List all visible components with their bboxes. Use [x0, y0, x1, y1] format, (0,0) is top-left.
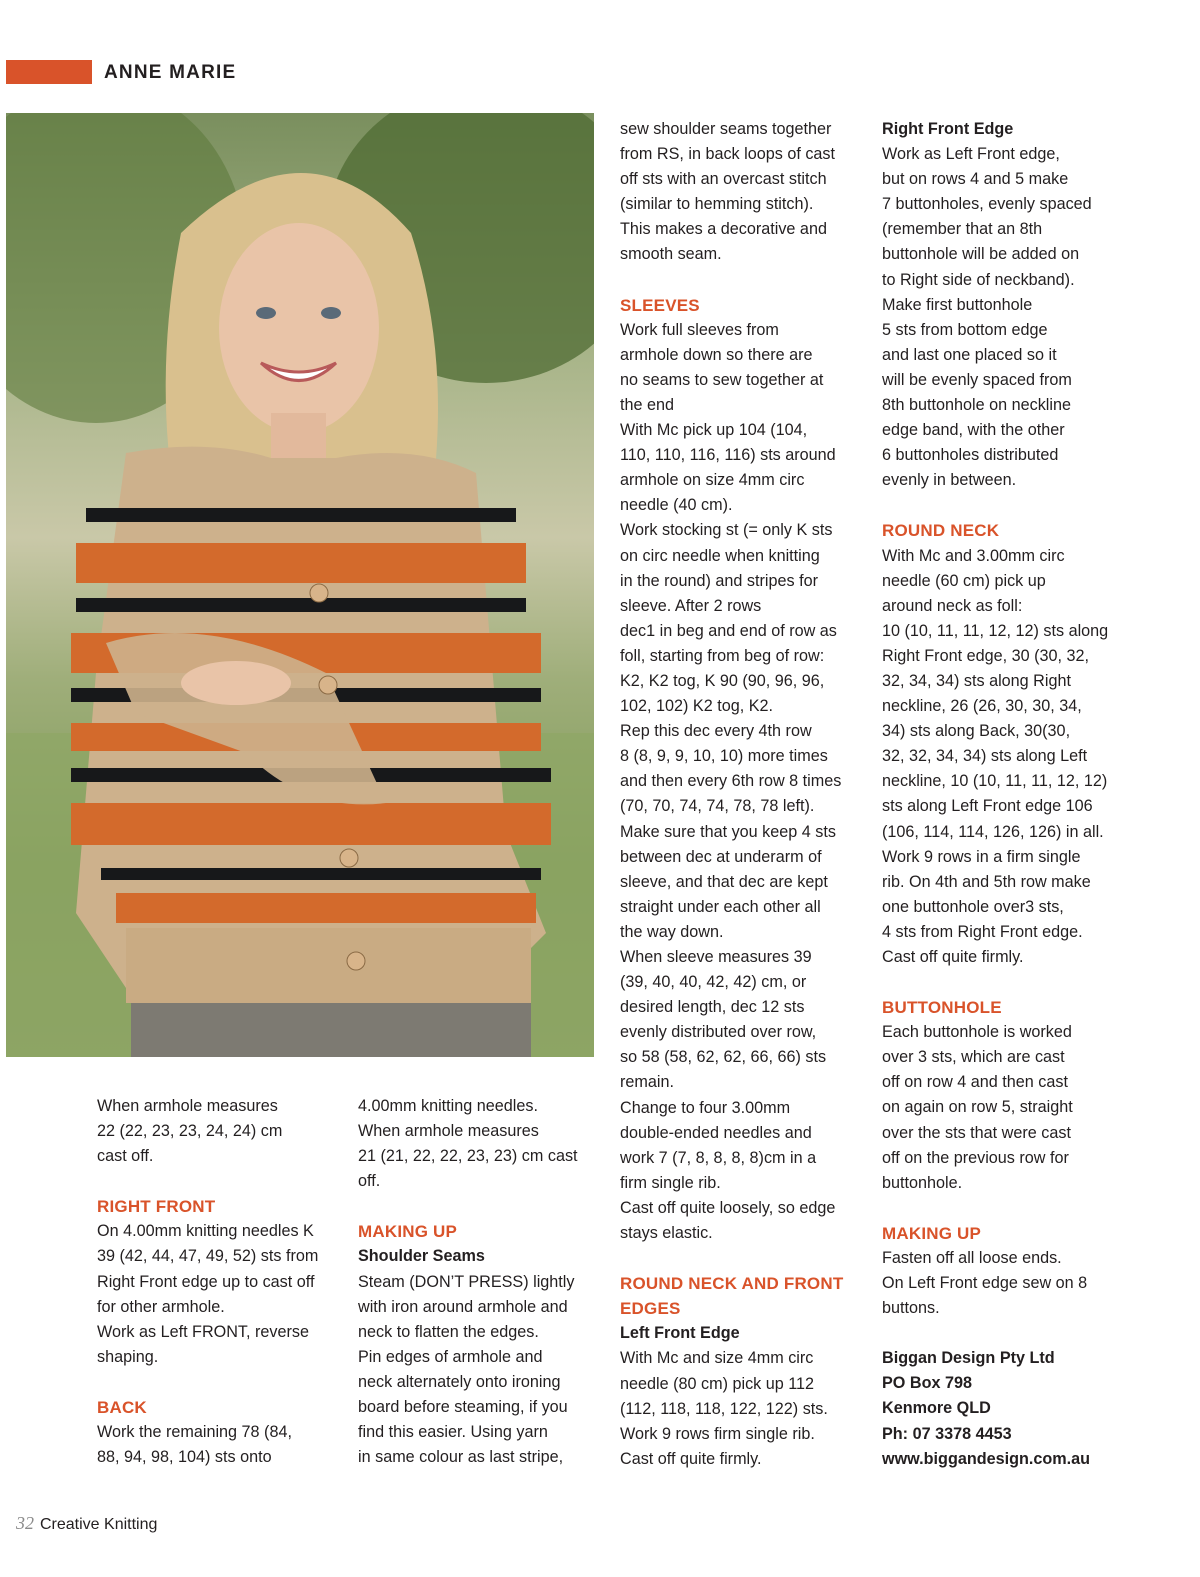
page-footer — [16, 1512, 157, 1536]
right-front-edge-paragraph: Work as Left Front edge, but on rows 4 and 5 make 7 buttonholes, evenly spaced (remember that an 8th buttonhole will be added on to Right side of neckband). Make first buttonhole 5 sts from bottom edge and last one placed so it will be evenly spaced from 8th buttonhole on neckline edge band, with the other 6 buttonholes distributed evenly in between. — [882, 145, 1092, 490]
needles-paragraph: 4.00mm knitting needles. When armhole measures 21 (21, 22, 22, 23, 23) cm cast off. — [358, 1097, 578, 1191]
photo-model-in-striped-cardigan-illustration — [6, 113, 594, 1057]
heading-buttonhole: BUTTONHOLE — [882, 998, 1002, 1018]
heading-round-neck-front-edges: ROUND NECK AND FRONT EDGES — [620, 1274, 844, 1319]
subheading-shoulder-seams: Shoulder Seams — [358, 1247, 485, 1266]
heading-right-front: RIGHT FRONT — [97, 1197, 216, 1217]
right-front-paragraph: On 4.00mm knitting needles K 39 (42, 44, 47, 49, 52) sts from Right Front edge up to cast off for other armhole. Work as Left FRONT, reverse shaping. — [97, 1222, 319, 1366]
seam-paragraph: sew shoulder seams together from RS, in back loops of cast off sts with an overcast stitch (similar to hemming stitch). This makes a decorative and smooth seam. — [620, 120, 836, 264]
text-column-1 — [97, 1094, 347, 1470]
text-column-2 — [358, 1094, 603, 1470]
left-front-edge-paragraph: With Mc and size 4mm circ needle (80 cm) pick up 112 (112, 118, 118, 122, 122) sts. Work 9 rows firm single rib. Cast off quite firmly. — [620, 1349, 828, 1468]
making-up-paragraph: Fasten off all loose ends. On Left Front edge sew on 8 buttons. — [882, 1248, 1088, 1318]
round-neck-paragraph: With Mc and 3.00mm circ needle (60 cm) pick up around neck as foll: 10 (10, 11, 11, 12, 12) sts along Right Front edge, 30 (30, 32, 32, 34, 34) sts along Right neckline, 26 (26, 30, 30, 34, 34) sts along Back, 30(30, 32, 32, 34, 34) sts along Left neckline, 10 (10, 11, 11, 12, 12) sts along Left Front edge 106 (106, 114, 114, 126, 126) in all. Work 9 rows in a firm single rib. On 4th and 5th row make one buttonhole over3 sts, 4 sts from Right Front edge. Cast off quite firmly. — [882, 546, 1109, 966]
text-column-3 — [620, 117, 870, 1472]
model-photo — [6, 113, 594, 1057]
header-accent-bar — [6, 60, 92, 84]
shoulder-seams-paragraph: Steam (DON’T PRESS) lightly with iron around armhole and neck to flatten the edges. Pin edges of armhole and neck alternately onto ironing board before steaming, if you find this easier. Using yarn in same colour as last stripe, — [358, 1272, 575, 1467]
contact-details: Biggan Design Pty Ltd PO Box 798 Kenmore QLD Ph: 07 3378 4453 www.biggandesign.com.au — [882, 1349, 1091, 1468]
armhole-paragraph: When armhole measures 22 (22, 23, 23, 24, 24) cm cast off. — [97, 1097, 283, 1166]
subheading-right-front-edge: Right Front Edge — [882, 120, 1014, 138]
back-paragraph: Work the remaining 78 (84, 88, 94, 98, 104) sts onto — [97, 1423, 292, 1467]
heading-back: BACK — [97, 1397, 147, 1417]
heading-sleeves: SLEEVES — [620, 295, 700, 315]
magazine-name: Creative Knitting — [40, 1516, 158, 1533]
page-number: 32 — [16, 1513, 34, 1533]
buttonhole-paragraph: Each buttonhole is worked over 3 sts, which are cast off on row 4 and then cast on again on row 5, straight over the sts that were cast off on the previous row for buttonhole. — [882, 1023, 1073, 1192]
sleeves-paragraph: Work full sleeves from armhole down so there are no seams to sew together at the end With Mc pick up 104 (104, 110, 110, 116, 116) sts around armhole on size 4mm circ needle (40 cm). Work stocking st (= only K sts on circ needle when knitting in the round) and stripes for sleeve. After 2 rows dec1 in beg and end of row as foll, starting from beg of row: K2, K2 tog, K 90 (90, 96, 96, 102, 102) K2 tog, K2. Rep this dec every 4th row 8 (8, 9, 9, 10, 10) more times and then every 6th row 8 times (70, 70, 74, 74, 78, 78 left). Make sure that you keep 4 sts between dec at underarm of sleeve, and that dec are kept straight under each other all the way down. When sleeve measures 39 (39, 40, 40, 42, 42) cm, or desired length, dec 12 sts evenly distributed over row, so 58 (58, 62, 62, 66, 66) sts remain. Change to four 3.00mm double-ended needles and work 7 (7, 8, 8, 8, 8)cm in a firm single rib. Cast off quite loosely, so edge stays elastic. — [620, 320, 842, 1243]
text-column-4 — [882, 117, 1132, 1472]
heading-making-up: MAKING UP — [358, 1222, 458, 1242]
page-header-title: ANNE MARIE — [104, 62, 237, 83]
heading-making-up-2: MAKING UP — [882, 1223, 982, 1243]
heading-round-neck: ROUND NECK — [882, 521, 1000, 541]
subheading-left-front-edge: Left Front Edge — [620, 1324, 740, 1343]
